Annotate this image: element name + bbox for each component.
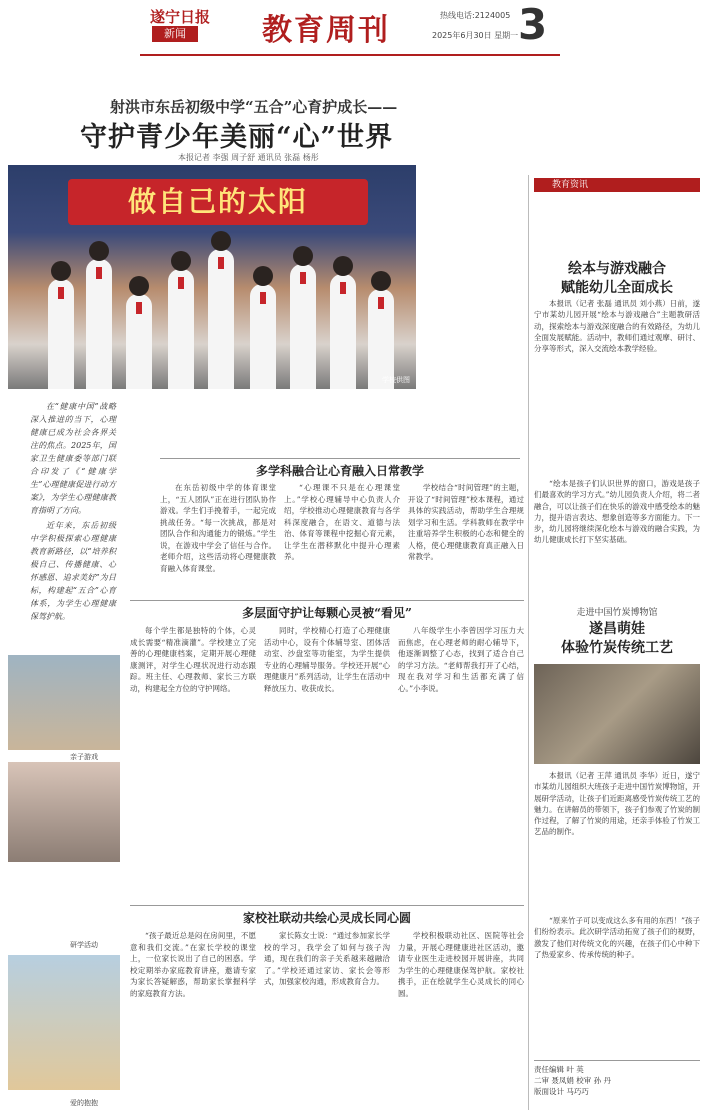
section-title: 教育周刊: [262, 13, 390, 48]
article-paragraph: 在东岳初级中学的体育课堂上，“五人团队”正在进行团队协作游戏。学生们手挽着手，一起完成挑战任务。“每一次挑战，都是对团队合作和沟通能力的锻炼。”学生说，在游戏中学会了信任与合作。老师介绍，这些活动将心理健康教育融入体育课堂。: [160, 483, 276, 572]
section-rule: [160, 458, 520, 459]
right-article-2: [534, 770, 700, 910]
side-photo-caption: 爱的抱抱: [70, 1099, 98, 1107]
article-paragraph: “心理课不只是在心理课堂上。”学校心理辅导中心负责人介绍，学校推动心理健康教育与各学科深度融合，在语文、道德与法治、体育等课程中挖掘心育元素，让学生在潜移默化中提升心理素养。: [284, 483, 400, 561]
article-paragraph: 学校积极联动社区、医院等社会力量，开展心理健康进社区活动，邀请专业医生走进校园开展讲座，共同为学生的心理健康保驾护航。家校社携手，正在绘就学生心灵成长的同心圆。: [398, 931, 524, 998]
right-article-2b: [534, 915, 700, 1055]
section-3-body: [130, 930, 524, 1110]
side-photo: [8, 655, 120, 750]
side-photo-caption: 亲子游戏: [70, 753, 98, 761]
right-photo: [534, 664, 700, 764]
issue-date: 2025年6月30日 星期一: [432, 31, 519, 40]
student-figure: [168, 269, 194, 389]
section-title-2: 多层面守护让每颗心灵被“看见”: [242, 606, 412, 620]
hotline-text: 热线电话:2124005: [440, 11, 511, 20]
student-figure: [48, 279, 74, 389]
article-paragraph: 本报讯（记者 张磊 通讯员 刘小燕）日前，遂宁市某幼儿园开展“绘本与游戏融合”主题教研活动，探索绘本与游戏深度融合的有效路径，为幼儿全面发展赋能。活动中，教师们通过观摩、研讨、分享等形式，深入交流绘本教学经验。: [534, 299, 700, 354]
lead-text: [30, 400, 116, 625]
byline: 本报记者 李强 周子舒 通讯员 张磊 杨彤: [178, 153, 319, 162]
headline-main: 守护青少年美丽“心”世界: [80, 122, 394, 153]
section-badge: 新闻: [152, 26, 198, 42]
article-paragraph: “原来竹子可以变成这么多有用的东西！”孩子们纷纷表示。此次研学活动拓宽了孩子们的视野，激发了他们对传统文化的兴趣，在孩子们心中种下了热爱家乡、传承传统的种子。: [534, 916, 700, 959]
news-tag: 教育资讯: [534, 178, 700, 192]
right-article-1: [534, 298, 700, 473]
headline-subhead: 射洪市东岳初级中学“五合”心育护成长——: [110, 98, 398, 116]
right-article-1b: [534, 478, 700, 598]
main-photo: [8, 165, 416, 389]
editor-line: 责任编辑 叶 英: [534, 1065, 584, 1074]
side-photo-caption: 研学活动: [70, 941, 98, 949]
student-figure: [126, 294, 152, 389]
masthead-rule: [140, 54, 560, 56]
right-kicker: 走进中国竹炭博物馆: [576, 608, 658, 618]
page-number: 3: [518, 0, 548, 49]
right-headline-2: 赋能幼儿全面成长: [561, 280, 673, 296]
section-title-1: 多学科融合让心育融入日常教学: [255, 464, 424, 478]
student-figure: [330, 274, 356, 389]
column-divider: [528, 175, 529, 1110]
student-figure: [208, 249, 234, 389]
article-paragraph: “孩子最近总是闷在房间里，不愿意和我们交流。”在家长学校的课堂上，一位家长说出了自己的困惑。学校定期举办家庭教育讲座，邀请专家为家长答疑解惑，帮助家长掌握科学的家庭教育方法。: [130, 931, 256, 998]
section-rule: [130, 905, 524, 906]
article-paragraph: 家长陈女士说：“通过参加家长学校的学习，我学会了如何与孩子沟通，现在我们的亲子关系越来越融洽了。”学校还通过家访、家长会等形式，加强家校沟通，形成教育合力。: [264, 931, 390, 986]
student-figure: [250, 284, 276, 389]
side-photo: [8, 762, 120, 862]
editor-line: 版面设计 马巧巧: [534, 1087, 589, 1096]
section-rule: [130, 600, 524, 601]
article-paragraph: 本报讯（记者 王萍 通讯员 李华）近日，遂宁市某幼儿园组织大班孩子走进中国竹炭博物馆，开展研学活动，让孩子们近距离感受竹炭传统工艺的魅力。在讲解员的带领下，孩子们参观了竹炭的制作过程，了解了竹炭的用途，还亲手体验了竹炭工艺品的制作。: [534, 771, 700, 837]
article-paragraph: 每个学生都是独特的个体，心灵成长需要“精准滴灌”。学校建立了完善的心理健康档案，定期开展心理健康测评，对学生心理状况进行动态跟踪。班主任、心理教师、家长三方联动，构建起全方位的守护网络。: [130, 626, 256, 693]
photo-credit: 学校供图: [382, 376, 410, 384]
section-2-body: [130, 625, 524, 877]
student-figure: [368, 289, 394, 389]
student-figure: [290, 264, 316, 389]
section-title-3: 家校社联动共绘心灵成长同心圆: [242, 911, 411, 925]
photo-banner: 做自己的太阳: [68, 179, 368, 225]
article-paragraph: 同时，学校精心打造了心理健康活动中心，设有个体辅导室、团体活动室、沙盘室等功能室，为学生提供专业的心理辅导服务。学校还开展“心理健康月”系列活动，让学生在活动中释放压力、收获成长。: [264, 626, 390, 693]
lead-paragraph: 在“健康中国”战略深入推进的当下，心理健康已成为社会各界关注的焦点。2025年，国家卫生健康委等部门联合印发了《“健康学生”心理健康促进行动方案》，为学生心理健康教育指明了方向。: [30, 402, 116, 515]
right-headline-4: 体验竹炭传统工艺: [561, 640, 673, 656]
article-paragraph: 学校结合“时间管理”的主题，开设了“时间管理”校本课程，通过具体的实践活动，帮助学生合理规划学习和生活。学科教师在教学中注重培养学生积极的心态和健全的人格，使心理健康教育真正融入日常教学。: [408, 483, 524, 561]
student-figure: [86, 259, 112, 389]
right-headline-1: 绘本与游戏融合: [568, 261, 666, 277]
article-paragraph: “绘本是孩子们认识世界的窗口，游戏是孩子们最喜欢的学习方式。”幼儿园负责人介绍，将二者融合，可以让孩子们在快乐的游戏中感受绘本的魅力，提升语言表达、想象创造等多方面能力。下一步，幼儿园将继续深化绘本与游戏的融合实践，为幼儿健康成长打下坚实基础。: [534, 479, 700, 545]
section-1-body: [160, 482, 524, 572]
side-photo: [8, 955, 120, 1090]
lead-paragraph: 近年来，东岳初级中学积极探索心理健康教育新路径，以“培养积极自己、传播健康、心怀感恩、追求美好”为目标，构建起“五合”心育体系，为学生心理健康保驾护航。: [30, 521, 116, 621]
editor-credits: [534, 1060, 700, 1097]
newspaper-brand: 遂宁日报: [150, 8, 211, 26]
article-paragraph: 八年级学生小李曾因学习压力大而焦虑，在心理老师的耐心辅导下，他逐渐调整了心态，找到了适合自己的学习方法。“老师帮我打开了心结，现在我对学习和生活都充满了信心。”小李说。: [398, 626, 524, 693]
right-headline-3: 遂昌萌娃: [589, 621, 645, 637]
editor-line: 二审 聂凤娟 校审 孙 丹: [534, 1076, 612, 1085]
